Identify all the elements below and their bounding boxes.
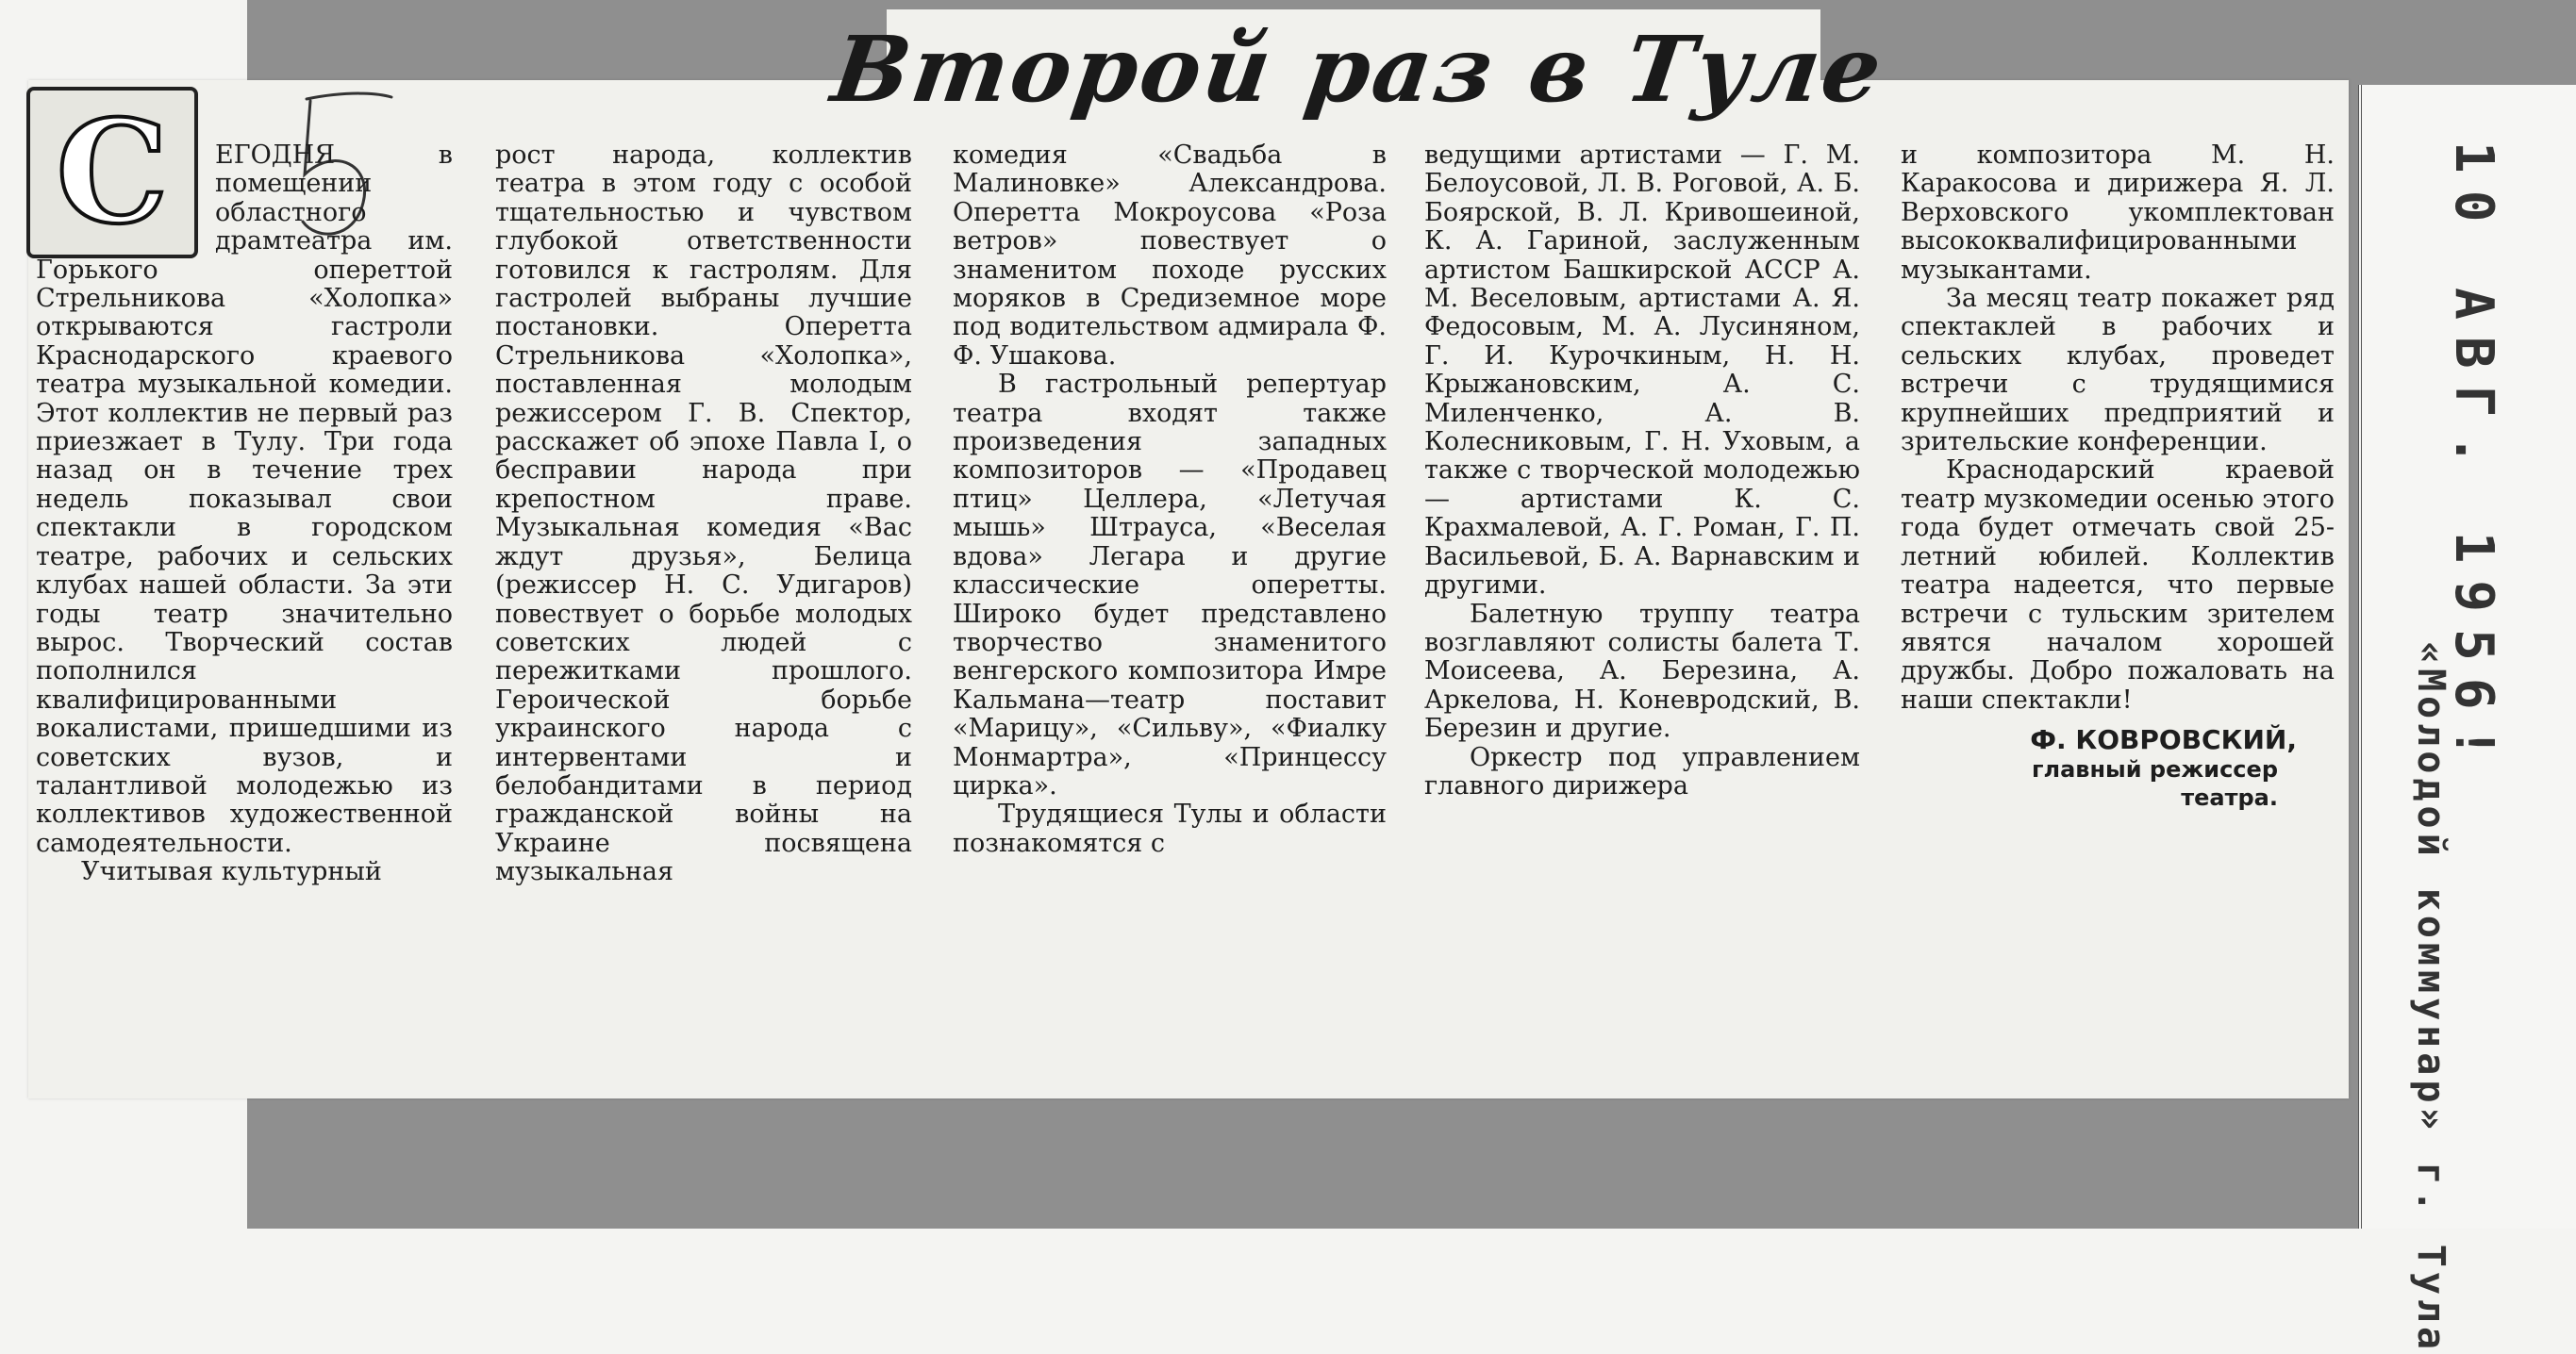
paragraph: В гастрольный репертуар театра входят также произведения западных композиторов — «Продавец птиц» Целлера, «Летучая мышь» Штрауса, «Веселая вдова» Легара и другие классические оперетты. Широко будет представлено творчество знаменитого венгерского композитора Имре Кальмана—театр поставит «Марицу», «Сильву», «Фиалку Монмартра», «Принцессу цирка». xyxy=(953,370,1387,801)
article-column-4 xyxy=(1424,141,1860,801)
paragraph: Краснодарский краевой театр музкомедии осенью этого года будет отмечать свой 25-летний юбилей. Коллектив театра надеется, что первые встречи с тульским зрителем явятся началом хорошей дружбы. Добро пожаловать на наши спектакли! xyxy=(1901,455,2335,715)
paragraph: ЕГОДНЯ в помещении областного драмтеатра им. Горького опереттой Стрельникова «Холопка» открываются гастроли Краснодарского краевого театра музыкальной комедии. Этот коллектив не первый раз приезжает в Тулу. Три года назад он в течение трех недель показывал свои спектакли в городском театре, рабочих и сельских клубах нашей области. За эти годы театр значительно вырос. Творческий состав пополнился квалифицированными вокалистами, пришедшими из советских вузов, и талантливой молодежью из коллективов художественной самодеятельности. xyxy=(36,140,453,858)
author-role: главный режиссер xyxy=(2031,755,2278,783)
paragraph: Балетную труппу театра возглавляют солисты балета Т. Моисеева, А. Березина, А. Аркелова, Н. Коневродский, В. Березин и другие. xyxy=(1424,599,1860,744)
drop-cap-wrap-space xyxy=(36,140,215,251)
article-column-5 xyxy=(1901,141,2335,812)
paragraph: Трудящиеся Тулы и области познакомятся с xyxy=(953,800,1387,858)
date-stamp: 10 АВГ. 1956! xyxy=(2443,141,2504,776)
paragraph: За месяц театр покажет ряд спектаклей в рабочих и сельских клубах, проведет встречи с трудящимися крупнейших предприятий и зрительские конференции. xyxy=(1901,284,2335,457)
drop-cap-letter: С xyxy=(56,90,169,256)
paragraph: ведущими артистами — Г. М. Белоусовой, Л. В. Роговой, А. Б. Боярской, В. Л. Кривошеиной, К. А. Гариной, заслуженным артистом Башкирской АССР А. М. Веселовым, артистами А. Я. Федосовым, М. А. Лусиняном, Г. И. Курочкиным, Н. Н. Крыжановским, А. С. Миленченко, А. В. Колесниковым, Г. Н. Уховым, а также с творческой молодежью — артистами К. С. Крахмалевой, А. Г. Роман, Г. П. Васильевой, Б. А. Варнавским и другими. xyxy=(1424,140,1860,601)
paragraph: Учитывая культурный xyxy=(81,857,382,887)
article-column-1 xyxy=(36,141,453,887)
article-column-2 xyxy=(495,141,912,887)
source-stamp: «Молодой коммунар» г. Тула xyxy=(2409,641,2452,1354)
author-role-continued: театра. xyxy=(2181,784,2278,811)
paragraph: Оркестр под управлением главного дирижера xyxy=(1424,742,1860,801)
paragraph: и композитора М. Н. Каракосова и дирижера Я. Л. Верховского укомплектован высококвалифицированными музыкантами. xyxy=(1901,140,2335,285)
paragraph: комедия «Свадьба в Малиновке» Александрова. Оперетта Мокроусова «Роза ветров» повествует о знаменитом походе русских моряков в Средиземное море под водительством адмирала Ф. Ф. Ушакова. xyxy=(953,140,1387,371)
paragraph: рост народа, коллектив театра в этом году с особой тщательностью и чувством глубокой ответственности готовился к гастролям. Для гастролей выбраны лучшие постановки. Оперетта Стрельникова «Холопка», поставленная молодым режиссером Г. В. Спектор, расскажет об эпохе Павла I, о бесправии народа при крепостном праве. Музыкальная комедия «Вас ждут друзья», Белица (режиссер Н. С. Удигаров) повествует о борьбе молодых советских людей с пережитками прошлого. Героической борьбе украинского народа с интервентами и белобандитами в период гражданской войны на Украине посвящена музыкальная xyxy=(495,140,912,887)
article-headline: Второй раз в Туле xyxy=(825,15,1891,123)
article-column-3 xyxy=(953,141,1387,858)
author-signature: Ф. КОВРОВСКИЙ, xyxy=(2030,724,2297,756)
